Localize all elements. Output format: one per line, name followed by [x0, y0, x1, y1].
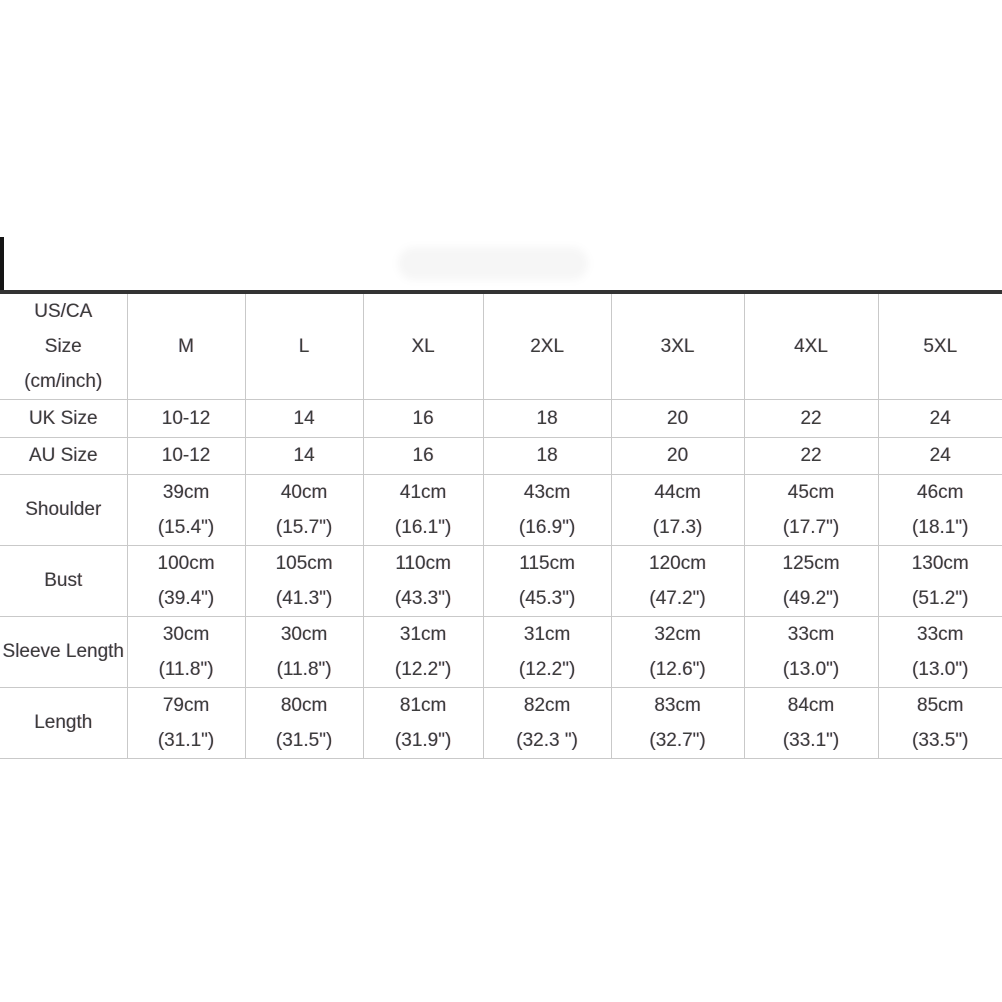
cm-value: 40cm	[280, 482, 328, 503]
value-cell	[363, 475, 483, 546]
cm-value: 82cm	[523, 695, 571, 716]
value-cell: 14	[245, 438, 363, 475]
value-cell	[878, 475, 1002, 546]
value-cell: 10-12	[127, 438, 245, 475]
inch-value: (33.5")	[912, 730, 969, 751]
value-cell	[483, 546, 611, 617]
row-label: Sleeve Length	[0, 617, 127, 688]
cm-value: 33cm	[917, 624, 964, 645]
column-header-4xl: 4XL	[744, 292, 878, 400]
cm-value: 85cm	[917, 695, 964, 716]
cm-value: 115cm	[519, 553, 575, 574]
row-label: AU Size	[0, 438, 127, 475]
table-row-uk-size	[0, 400, 1002, 438]
table-row-shoulder	[0, 475, 1002, 546]
inch-value: (17.3)	[652, 517, 703, 538]
value-cell	[611, 617, 744, 688]
inch-value: (32.3 ")	[516, 730, 578, 751]
inch-value: (31.1")	[157, 730, 215, 751]
cm-value: 30cm	[162, 624, 210, 645]
column-header-2xl: 2XL	[483, 292, 611, 400]
cm-value: 80cm	[280, 695, 328, 716]
cm-value: 110cm	[395, 553, 451, 574]
value-cell: 18	[483, 438, 611, 475]
inch-value: (39.4")	[157, 588, 215, 609]
table-row-length	[0, 688, 1002, 759]
cm-value: 43cm	[523, 482, 571, 503]
cm-value: 44cm	[654, 482, 701, 503]
value-cell	[127, 475, 245, 546]
value-cell: 20	[611, 438, 744, 475]
inch-value: (51.2")	[912, 588, 969, 609]
inch-value: (47.2")	[649, 588, 706, 609]
row-label: Length	[0, 688, 127, 759]
inch-value: (12.6")	[649, 659, 706, 680]
corner-header-line: (cm/inch)	[24, 371, 103, 392]
value-cell: 18	[483, 400, 611, 438]
column-header-3xl: 3XL	[611, 292, 744, 400]
inch-value: (12.2")	[518, 659, 576, 680]
value-cell	[611, 546, 744, 617]
corner-header-line: US/CA	[34, 301, 93, 322]
header-row	[0, 292, 1002, 400]
inch-value: (13.0")	[912, 659, 969, 680]
inch-value: (13.0")	[782, 659, 840, 680]
inch-value: (43.3")	[394, 588, 452, 609]
column-header-xl: XL	[363, 292, 483, 400]
value-cell	[611, 688, 744, 759]
cm-value: 81cm	[399, 695, 447, 716]
value-cell	[245, 475, 363, 546]
value-cell	[744, 688, 878, 759]
inch-value: (11.8")	[158, 659, 214, 680]
inch-value: (49.2")	[782, 588, 840, 609]
cm-value: 120cm	[649, 553, 707, 574]
value-cell	[744, 617, 878, 688]
value-cell: 20	[611, 400, 744, 438]
value-cell	[878, 688, 1002, 759]
value-cell: 16	[363, 400, 483, 438]
inch-value: (16.9")	[518, 517, 576, 538]
value-cell	[611, 475, 744, 546]
inch-value: (45.3")	[518, 588, 576, 609]
value-cell	[483, 617, 611, 688]
cm-value: 46cm	[917, 482, 964, 503]
value-cell	[483, 688, 611, 759]
cm-value: 31cm	[523, 624, 571, 645]
row-label: Shoulder	[0, 475, 127, 546]
inch-value: (31.9")	[394, 730, 452, 751]
cm-value: 125cm	[782, 553, 840, 574]
value-cell: 24	[878, 400, 1002, 438]
faint-watermark-smudge	[398, 247, 588, 280]
cm-value: 30cm	[280, 624, 328, 645]
value-cell	[878, 546, 1002, 617]
value-cell	[245, 688, 363, 759]
value-cell: 14	[245, 400, 363, 438]
column-header-l: L	[245, 292, 363, 400]
corner-header-line: Size	[44, 336, 82, 357]
inch-value: (17.7")	[782, 517, 840, 538]
value-cell: 22	[744, 400, 878, 438]
value-cell: 10-12	[127, 400, 245, 438]
cm-value: 84cm	[787, 695, 835, 716]
cropped-image-corner-mark	[0, 237, 4, 290]
value-cell	[127, 546, 245, 617]
inch-value: (18.1")	[912, 517, 969, 538]
inch-value: (15.7")	[275, 517, 333, 538]
inch-value: (31.5")	[275, 730, 333, 751]
inch-value: (32.7")	[649, 730, 706, 751]
cm-value: 105cm	[275, 553, 333, 574]
value-cell: 22	[744, 438, 878, 475]
table-row-bust	[0, 546, 1002, 617]
size-chart-table	[0, 290, 1002, 759]
value-cell	[363, 688, 483, 759]
corner-header-cell	[0, 292, 127, 400]
inch-value: (15.4")	[157, 517, 215, 538]
cm-value: 31cm	[399, 624, 447, 645]
value-cell: 16	[363, 438, 483, 475]
inch-value: (12.2")	[394, 659, 452, 680]
value-cell	[483, 475, 611, 546]
column-header-m: M	[127, 292, 245, 400]
value-cell: 24	[878, 438, 1002, 475]
inch-value: (41.3")	[275, 588, 333, 609]
column-header-5xl: 5XL	[878, 292, 1002, 400]
inch-value: (33.1")	[782, 730, 840, 751]
cm-value: 33cm	[787, 624, 835, 645]
value-cell	[127, 688, 245, 759]
cm-value: 45cm	[787, 482, 835, 503]
cm-value: 100cm	[157, 553, 215, 574]
value-cell	[744, 475, 878, 546]
table-row-sleeve-length	[0, 617, 1002, 688]
cm-value: 32cm	[654, 624, 701, 645]
cm-value: 39cm	[162, 482, 210, 503]
value-cell	[245, 617, 363, 688]
value-cell	[363, 546, 483, 617]
row-label: UK Size	[0, 400, 127, 438]
inch-value: (11.8")	[276, 659, 332, 680]
cm-value: 79cm	[162, 695, 210, 716]
value-cell	[878, 617, 1002, 688]
value-cell	[245, 546, 363, 617]
cm-value: 130cm	[911, 553, 969, 574]
table-row-au-size	[0, 438, 1002, 475]
cm-value: 41cm	[399, 482, 447, 503]
inch-value: (16.1")	[394, 517, 452, 538]
cm-value: 83cm	[654, 695, 701, 716]
value-cell	[127, 617, 245, 688]
value-cell	[363, 617, 483, 688]
row-label: Bust	[0, 546, 127, 617]
value-cell	[744, 546, 878, 617]
